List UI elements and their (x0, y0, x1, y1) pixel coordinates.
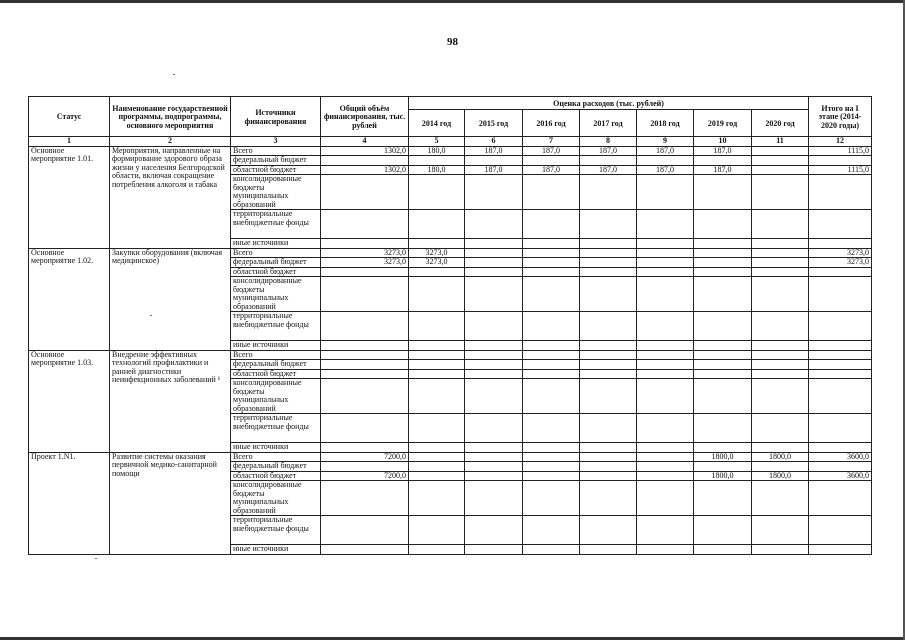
total-value-cell (321, 545, 409, 555)
year-value-cell (409, 462, 465, 472)
year-value-cell (752, 545, 809, 555)
table-row (29, 248, 872, 258)
total-value-cell (321, 239, 409, 249)
total-value-cell: 1302,0 (321, 146, 409, 156)
column-number: 1 (29, 137, 110, 147)
block-name: Развитие системы оказания первичной медико-санитарной помощи (110, 452, 231, 554)
header-total: Общий объём финансирования, тыс. рублей (321, 97, 409, 137)
source-label: территориальные внебюджетные фонды (231, 312, 321, 341)
year-value-cell (523, 258, 580, 268)
budget-blocks (29, 146, 872, 554)
year-value-cell (637, 481, 694, 516)
year-value-cell (580, 210, 637, 239)
column-number: 4 (321, 137, 409, 147)
total-value-cell (321, 481, 409, 516)
year-value-cell (694, 369, 752, 379)
year-value-cell: 1800,0 (752, 471, 809, 481)
year-value-cell: 3273,0 (409, 248, 465, 258)
scan-speck (173, 74, 175, 75)
stage-total-cell (809, 312, 872, 341)
year-value-cell (523, 156, 580, 166)
year-value-cell (694, 210, 752, 239)
year-value-cell: 187,0 (694, 146, 752, 156)
block-status: Основное мероприятие 1.01. (29, 146, 110, 248)
year-value-cell (752, 239, 809, 249)
column-number: 7 (523, 137, 580, 147)
year-value-cell (752, 414, 809, 443)
year-value-cell (465, 267, 523, 277)
year-value-cell (637, 360, 694, 370)
source-label: областной бюджет (231, 165, 321, 175)
year-value-cell: 187,0 (694, 165, 752, 175)
total-value-cell (321, 341, 409, 351)
year-value-cell (523, 369, 580, 379)
year-value-cell (580, 545, 637, 555)
year-value-cell (694, 267, 752, 277)
year-value-cell (752, 443, 809, 453)
year-value-cell (465, 545, 523, 555)
year-value-cell (465, 341, 523, 351)
header-year: 2015 год (465, 110, 523, 137)
year-value-cell: 3273,0 (409, 258, 465, 268)
year-value-cell (409, 210, 465, 239)
year-value-cell: 1800,0 (694, 471, 752, 481)
year-value-cell (580, 267, 637, 277)
year-value-cell: 187,0 (465, 165, 523, 175)
year-value-cell (637, 277, 694, 312)
year-value-cell (752, 462, 809, 472)
header-year: 2020 год (752, 110, 809, 137)
year-value-cell (409, 379, 465, 414)
year-value-cell (465, 175, 523, 210)
year-value-cell (637, 462, 694, 472)
column-number: 5 (409, 137, 465, 147)
source-label: областной бюджет (231, 369, 321, 379)
year-value-cell (694, 248, 752, 258)
stage-total-cell: 1115,0 (809, 165, 872, 175)
source-label: Всего (231, 248, 321, 258)
year-value-cell (409, 443, 465, 453)
year-value-cell (580, 175, 637, 210)
table-row (29, 146, 872, 156)
year-value-cell (637, 248, 694, 258)
year-value-cell (580, 471, 637, 481)
total-value-cell (321, 350, 409, 360)
year-value-cell (465, 210, 523, 239)
stage-total-cell (809, 210, 872, 239)
year-value-cell (694, 462, 752, 472)
year-value-cell (465, 452, 523, 462)
year-value-cell (637, 267, 694, 277)
total-value-cell (321, 462, 409, 472)
year-value-cell: 187,0 (523, 146, 580, 156)
year-value-cell (694, 516, 752, 545)
source-label: областной бюджет (231, 471, 321, 481)
year-value-cell (637, 239, 694, 249)
year-value-cell (752, 165, 809, 175)
stage-total-cell (809, 545, 872, 555)
year-value-cell (752, 258, 809, 268)
year-value-cell (752, 146, 809, 156)
total-value-cell (321, 369, 409, 379)
year-value-cell (637, 341, 694, 351)
year-value-cell (752, 341, 809, 351)
year-value-cell (752, 156, 809, 166)
year-value-cell: 180,0 (409, 165, 465, 175)
year-value-cell (465, 360, 523, 370)
year-value-cell (409, 471, 465, 481)
year-value-cell (694, 258, 752, 268)
year-value-cell (523, 545, 580, 555)
source-label: Всего (231, 146, 321, 156)
year-value-cell (409, 350, 465, 360)
stage-total-cell (809, 239, 872, 249)
table-row (29, 350, 872, 360)
year-value-cell (523, 360, 580, 370)
stage-total-cell (809, 443, 872, 453)
block-name: Мероприятия, направленные на формирование здорового образа жизни у населения Белгородской области, включая сокращение потребления алкоголя и табака (110, 146, 231, 248)
year-value-cell (465, 156, 523, 166)
year-value-cell (637, 414, 694, 443)
table-row (29, 452, 872, 462)
year-value-cell (580, 414, 637, 443)
stage-total-cell: 1115,0 (809, 146, 872, 156)
year-value-cell (523, 471, 580, 481)
column-number: 8 (580, 137, 637, 147)
total-value-cell (321, 210, 409, 239)
year-value-cell: 187,0 (637, 165, 694, 175)
header-expenses: Оценка расходов (тыс. рублей) (409, 97, 809, 110)
year-value-cell (465, 277, 523, 312)
year-value-cell (523, 239, 580, 249)
source-label: консолидированные бюджеты муниципальных образований (231, 379, 321, 414)
block-name: Закупки оборудования (включая медицинское) (110, 248, 231, 350)
year-value-cell (523, 443, 580, 453)
source-label: иные источники (231, 239, 321, 249)
year-value-cell (637, 443, 694, 453)
year-value-cell (409, 312, 465, 341)
total-value-cell: 3273,0 (321, 258, 409, 268)
year-value-cell (694, 481, 752, 516)
year-value-cell (637, 350, 694, 360)
year-value-cell (465, 369, 523, 379)
stage-total-cell: 3273,0 (809, 258, 872, 268)
stage-total-cell: 3600,0 (809, 471, 872, 481)
year-value-cell (409, 360, 465, 370)
year-value-cell (752, 369, 809, 379)
year-value-cell (694, 312, 752, 341)
year-value-cell (409, 452, 465, 462)
total-value-cell (321, 414, 409, 443)
year-value-cell (580, 312, 637, 341)
year-value-cell (409, 545, 465, 555)
header-year: 2018 год (637, 110, 694, 137)
column-number: 6 (465, 137, 523, 147)
year-value-cell (523, 175, 580, 210)
year-value-cell (752, 312, 809, 341)
year-value-cell (580, 360, 637, 370)
year-value-cell (580, 516, 637, 545)
block-name: Внедрение эффективных технологий профилактики и ранней диагностики неинфекционных заболеваний ¹ (110, 350, 231, 452)
source-label: территориальные внебюджетные фонды (231, 210, 321, 239)
year-value-cell (409, 341, 465, 351)
year-value-cell (409, 175, 465, 210)
year-value-cell (752, 175, 809, 210)
year-value-cell (580, 258, 637, 268)
header-sources: Источники финансирования (231, 97, 321, 137)
year-value-cell (752, 248, 809, 258)
source-label: иные источники (231, 341, 321, 351)
year-value-cell (752, 379, 809, 414)
block-status: Проект 1.N1. (29, 452, 110, 554)
year-value-cell (465, 516, 523, 545)
year-value-cell (580, 341, 637, 351)
page-number: 98 (447, 36, 458, 48)
year-value-cell (752, 277, 809, 312)
year-value-cell (580, 452, 637, 462)
year-value-cell: 187,0 (580, 146, 637, 156)
total-value-cell (321, 175, 409, 210)
year-value-cell (523, 414, 580, 443)
year-value-cell (637, 312, 694, 341)
source-label: федеральный бюджет (231, 156, 321, 166)
year-value-cell (694, 443, 752, 453)
source-label: консолидированные бюджеты муниципальных образований (231, 481, 321, 516)
column-number: 11 (752, 137, 809, 147)
source-label: Всего (231, 452, 321, 462)
total-value-cell: 7200,0 (321, 471, 409, 481)
source-label: консолидированные бюджеты муниципальных образований (231, 277, 321, 312)
year-value-cell (409, 369, 465, 379)
year-value-cell (409, 481, 465, 516)
year-value-cell (580, 379, 637, 414)
scan-speck (95, 558, 97, 559)
source-label: иные источники (231, 443, 321, 453)
total-value-cell (321, 156, 409, 166)
year-value-cell (637, 156, 694, 166)
source-label: территориальные внебюджетные фонды (231, 414, 321, 443)
year-value-cell (523, 516, 580, 545)
stage-total-cell (809, 360, 872, 370)
total-value-cell (321, 277, 409, 312)
header-year: 2017 год (580, 110, 637, 137)
year-value-cell (694, 239, 752, 249)
stage-total-cell (809, 516, 872, 545)
header-name: Наименование государственной программы, подпрограммы, основного мероприятия (110, 97, 231, 137)
year-value-cell (580, 277, 637, 312)
year-value-cell (523, 452, 580, 462)
year-value-cell (409, 267, 465, 277)
year-value-cell (580, 156, 637, 166)
stage-total-cell (809, 341, 872, 351)
year-value-cell (637, 210, 694, 239)
year-value-cell (637, 516, 694, 545)
year-value-cell (580, 239, 637, 249)
column-number: 2 (110, 137, 231, 147)
year-value-cell (694, 156, 752, 166)
stage-total-cell (809, 481, 872, 516)
total-value-cell (321, 312, 409, 341)
year-value-cell (637, 369, 694, 379)
header-stage-total: Итого на I этапе (2014-2020 годы) (809, 97, 872, 137)
year-value-cell (637, 175, 694, 210)
year-value-cell (409, 277, 465, 312)
year-value-cell (637, 258, 694, 268)
year-value-cell (465, 258, 523, 268)
year-value-cell (752, 267, 809, 277)
year-value-cell (523, 248, 580, 258)
year-value-cell (637, 545, 694, 555)
year-value-cell: 1800,0 (694, 452, 752, 462)
total-value-cell (321, 379, 409, 414)
year-value-cell (580, 462, 637, 472)
year-value-cell (465, 462, 523, 472)
year-value-cell (694, 341, 752, 351)
year-value-cell (637, 452, 694, 462)
year-value-cell (637, 379, 694, 414)
year-value-cell: 180,0 (409, 146, 465, 156)
header-year: 2016 год (523, 110, 580, 137)
stage-total-cell: 3600,0 (809, 452, 872, 462)
total-value-cell (321, 360, 409, 370)
year-value-cell (637, 471, 694, 481)
year-value-cell (523, 210, 580, 239)
year-value-cell (694, 414, 752, 443)
stage-total-cell (809, 414, 872, 443)
total-value-cell: 1302,0 (321, 165, 409, 175)
block-status: Основное мероприятие 1.02. (29, 248, 110, 350)
year-value-cell (465, 350, 523, 360)
year-value-cell (523, 481, 580, 516)
year-value-cell: 187,0 (523, 165, 580, 175)
year-value-cell (694, 175, 752, 210)
year-value-cell (694, 350, 752, 360)
year-value-cell (465, 471, 523, 481)
year-value-cell (752, 481, 809, 516)
year-value-cell (465, 239, 523, 249)
year-value-cell (694, 545, 752, 555)
column-number: 9 (637, 137, 694, 147)
source-label: иные источники (231, 545, 321, 555)
year-value-cell (465, 481, 523, 516)
year-value-cell (465, 414, 523, 443)
year-value-cell (752, 210, 809, 239)
year-value-cell (752, 360, 809, 370)
source-label: федеральный бюджет (231, 258, 321, 268)
budget-table (28, 96, 872, 555)
year-value-cell (523, 267, 580, 277)
year-value-cell (580, 481, 637, 516)
year-value-cell (694, 360, 752, 370)
header-status: Статус (29, 97, 110, 137)
header-row-1 (29, 97, 872, 110)
total-value-cell: 3273,0 (321, 248, 409, 258)
year-value-cell (523, 379, 580, 414)
stage-total-cell (809, 462, 872, 472)
source-label: территориальные внебюджетные фонды (231, 516, 321, 545)
source-label: федеральный бюджет (231, 462, 321, 472)
header-year: 2014 год (409, 110, 465, 137)
stage-total-cell (809, 379, 872, 414)
year-value-cell (523, 277, 580, 312)
stage-total-cell (809, 267, 872, 277)
column-number: 10 (694, 137, 752, 147)
stage-total-cell (809, 156, 872, 166)
stage-total-cell (809, 175, 872, 210)
year-value-cell (752, 516, 809, 545)
year-value-cell (523, 341, 580, 351)
year-value-cell (465, 443, 523, 453)
column-number: 12 (809, 137, 872, 147)
stage-total-cell (809, 350, 872, 360)
scan-top-edge (0, 0, 905, 3)
year-value-cell (694, 277, 752, 312)
total-value-cell (321, 443, 409, 453)
year-value-cell: 1800,0 (752, 452, 809, 462)
stage-total-cell: 3273,0 (809, 248, 872, 258)
stage-total-cell (809, 369, 872, 379)
year-value-cell (409, 239, 465, 249)
year-value-cell: 187,0 (465, 146, 523, 156)
year-value-cell (523, 350, 580, 360)
source-label: областной бюджет (231, 267, 321, 277)
year-value-cell (465, 248, 523, 258)
block-status: Основное мероприятие 1.03. (29, 350, 110, 452)
source-label: Всего (231, 350, 321, 360)
year-value-cell (752, 350, 809, 360)
source-label: консолидированные бюджеты муниципальных образований (231, 175, 321, 210)
year-value-cell (580, 248, 637, 258)
total-value-cell (321, 267, 409, 277)
header-year: 2019 год (694, 110, 752, 137)
year-value-cell (523, 462, 580, 472)
stage-total-cell (809, 277, 872, 312)
year-value-cell: 187,0 (637, 146, 694, 156)
year-value-cell (523, 312, 580, 341)
column-number-row (29, 137, 872, 147)
total-value-cell (321, 516, 409, 545)
year-value-cell (694, 379, 752, 414)
year-value-cell (409, 156, 465, 166)
source-label: федеральный бюджет (231, 360, 321, 370)
year-value-cell (580, 369, 637, 379)
column-number: 3 (231, 137, 321, 147)
total-value-cell: 7200,0 (321, 452, 409, 462)
year-value-cell (409, 414, 465, 443)
year-value-cell (465, 312, 523, 341)
year-value-cell (409, 516, 465, 545)
year-value-cell (580, 443, 637, 453)
year-value-cell (465, 379, 523, 414)
year-value-cell: 187,0 (580, 165, 637, 175)
year-value-cell (580, 350, 637, 360)
